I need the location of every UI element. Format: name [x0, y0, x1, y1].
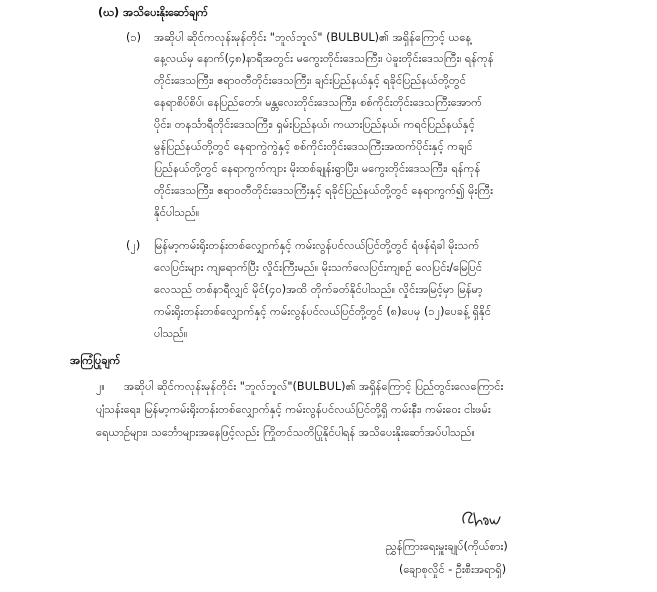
signature-mark — [458, 505, 506, 531]
item3-line: အဆိုပါ ဆိုင်ကလုန်းမုန်တိုင်း "ဘူလ်ဘူလ်"(BULBUL)၏ အရှိန်ကြောင့် ပြည်တွင်းလေကြောင်း — [124, 380, 504, 393]
item3-number: ၂။ — [96, 380, 105, 393]
item1-line: ပြည်နယ်တို့တွင် နေရာကွက်ကျား မိုးထစ်ချုန်းရွာပြီး၊ မကွေးတိုင်းဒေသကြီး၊ ရန်ကုန် — [154, 162, 481, 175]
item1-line: နေရာစိပ်စိပ်၊ နေပြည်တော်၊ မန္တလေးတိုင်းဒေသကြီး၊ စစ်ကိုင်းတိုင်းဒေသကြီးအောက် — [154, 96, 483, 109]
item1-number: (၁) — [126, 31, 142, 44]
item2-line: မြန်မာ့ကမ်းရိုးတန်းတစ်လျှောက်နှင့် ကမ်းလွန်ပင်လယ်ပြင်တို့တွင် ရံဖန်ရံခါ မိုးသက် — [154, 239, 480, 252]
item1-line: ပိုင်း၊ တနင်္သာရီတိုင်းဒေသကြီး၊ ရှမ်းပြည်နယ်၊ ကယားပြည်နယ်၊ ကရင်ပြည်နယ်နှင့် — [154, 118, 475, 131]
item2-line: လေပြင်းများ ကျရောက်ပြီး လှိုင်းကြီးမည်။ မိုးသက်လေပြင်းကျစဉ် လေပြင်း/မြေပြင် — [154, 261, 483, 274]
item1-line: နိုင်ပါသည်။ — [154, 206, 200, 219]
advice-heading: အကြံပြုချက် — [70, 354, 121, 367]
item1-line: အဆိုပါ ဆိုင်ကလုန်းမုန်တိုင်း "ဘူလ်ဘူလ်" (BULBUL)၏ အရှိန်ကြောင့် ယနေ့ — [154, 31, 472, 44]
item2-number: (၂) — [126, 239, 141, 252]
item2-line: လေသည် တစ်နာရီလျှင် မိုင်(၄၀)အထိ တိုက်ခတ်နိုင်ပါသည်။ လှိုင်းအမြင့်မှာ မြန်မာ့ — [154, 283, 483, 296]
handwritten-signature — [458, 505, 506, 531]
item1-line: တိုင်းဒေသကြီး၊ ဧရာဝတီတိုင်းဒေသကြီးနှင့် ရခိုင်ပြည်နယ်တို့တွင် နေရာကွက်၍ မိုးကြီး — [154, 184, 493, 197]
item1-line: တိုင်းဒေသကြီး၊ ဧရာဝတီတိုင်းဒေသကြီး၊ ချင်းပြည်နယ်နှင့် ရခိုင်ပြည်နယ်တို့တွင် — [154, 74, 466, 87]
item3-line: ရေယာဉ်များ၊ သင်္ဘောများအနေဖြင့်လည်း ကြိုတင်သတိပြုနိုင်ပါရန် အသိပေးနိုးဆော်အပ်ပါသည်။ — [96, 426, 475, 439]
signature-title: ညွှန်ကြားရေးမှူးချုပ်(ကိုယ်စား) — [386, 540, 508, 553]
signature-subtitle: (ချောစုလှိုင် - ဦးစီးအရာရှိ) — [399, 563, 507, 576]
item3-line: ပျံသန်းရေး၊ မြန်မာ့ကမ်းရိုးတန်းတစ်လျှောက်နှင့် ကမ်းလွန်ပင်လယ်ပြင်တို့ရှိ ကမ်းနီး၊ ကမ်းဝေး ငါးဖမ်း — [96, 403, 491, 416]
item2-line: ပါသည်။ — [154, 327, 188, 340]
item1-line: နေ့လယ်မှ နောက်(၄၈)နာရီအတွင်း မကွေးတိုင်းဒေသကြီး၊ ပဲခူးတိုင်းဒေသကြီး၊ ရန်ကုန် — [154, 52, 494, 65]
section-heading: (ဃ) အသိပေးနိုးဆော်ချက် — [98, 6, 209, 19]
item2-line: ကမ်းရိုးတန်းတစ်လျှောက်နှင့် ကမ်းလွန်ပင်လယ်ပြင်တို့တွင် (၈)ပေမှ (၁၂)ပေခန့် ရှိနိုင် — [154, 305, 491, 318]
item1-line: မွန်ပြည်နယ်တို့တွင် နေရာကွဲကွဲနှင့် စစ်ကိုင်းတိုင်းဒေသကြီးအထက်ပိုင်းနှင့် ကချင် — [154, 140, 473, 153]
